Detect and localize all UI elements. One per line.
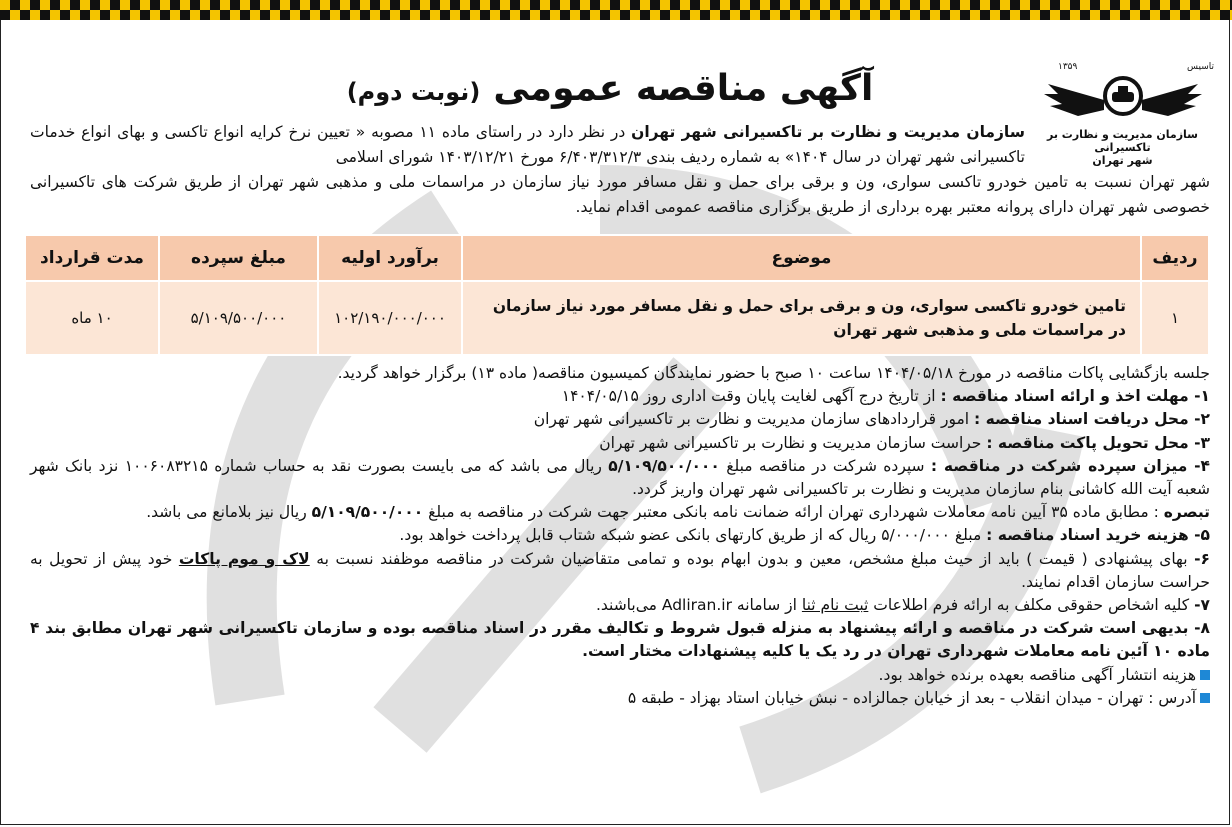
logo-brand-text: تاسیس: [1187, 62, 1214, 72]
logo-organization-name: سازمان مدیریت و نظارت بر تاکسیرانی شهر تهران: [1046, 128, 1198, 167]
header-estimate: برآورد اولیه: [318, 235, 462, 281]
header-duration: مدت قرارداد: [25, 235, 159, 281]
taxi-wings-icon: [1038, 70, 1208, 130]
sana-registration-link[interactable]: ثبت نام ثنا: [801, 596, 869, 615]
taxi-organization-logo: [1028, 62, 1218, 167]
cell-subject: تامین خودرو تاکسی سواری، ون و برقی برای حمل و نقل مسافر مورد نیاز سازمان در مراسمات ملی و مذهبی شهر تهران: [462, 281, 1141, 355]
bullet-square-icon: [1200, 693, 1210, 703]
table-row: [25, 281, 1209, 355]
cell-estimate: ۱۰۲/۱۹۰/۰۰۰/۰۰۰: [318, 281, 462, 355]
publication-fee: هزینه انتشار آگهی مناقصه بعهده برنده خواهد بود.: [30, 664, 1210, 687]
logo-year: ۱۳۵۹: [1058, 62, 1078, 72]
condition-4: ۴- میزان سپرده شرکت در مناقصه : سپرده شرکت در مناقصه مبلغ ۵/۱۰۹/۵۰۰/۰۰۰ ریال می باشد که می بایست بصورت نقد به حساب شماره ۱۰۰۶۰۸۳۲۱۵ نزد بانک شهر شعبه آیت الله کاشانی بنام سازمان مدیریت و نظارت بر تاکسیرانی شهر تهران واریز گردد.: [30, 456, 1211, 499]
header-deposit: مبلغ سپرده: [159, 235, 318, 281]
tender-conditions: [30, 362, 1210, 710]
bullet-square-icon: [1200, 670, 1210, 680]
intro-text-1: در نظر دارد در راستای ماده ۱۱ مصوبه « تعیین نرخ کرایه انواع تاکسی و بهای انواع خدمات تاکسیرانی شهر تهران در سال ۱۴۰۴» به شماره ردیف بندی ۶/۴۰۳/۳۱۲/۳ مورخ ۱۴۰۳/۱۲/۲۱ شورای اسلامی: [30, 123, 1025, 166]
checkered-border-row2: [0, 10, 1232, 20]
address: آدرس : تهران - میدان انقلاب - بعد از خیابان جمالزاده - نبش خیابان استاد بهزاد - طبقه ۵: [30, 687, 1210, 710]
intro-text-2: شهر تهران نسبت به تامین خودرو تاکسی سواری، ون و برقی برای حمل و نقل مسافر مورد نیاز سازمان در مراسمات ملی و مذهبی شهر تهران از طریق شرکت های تاکسیرانی خصوصی شهر تهران دارای پروانه معتبر بهره برداری از طریق برگزاری مناقصه عمومی اقدام نماید.: [30, 173, 1210, 216]
condition-7: ۷- کلیه اشخاص حقوقی مکلف به ارائه فرم اطلاعات ثبت نام ثنا از سامانه Adliran.ir می‌باشند.: [595, 596, 1210, 615]
condition-3: ۳- محل تحویل پاکت مناقصه : حراست سازمان مدیریت و نظارت بر تاکسیرانی شهر تهران: [599, 433, 1210, 452]
opening-meeting: جلسه بازگشایی پاکات مناقصه در مورخ ۱۴۰۴/۰۵/۱۸ ساعت ۱۰ صبح با حضور نمایندگان کمیسیون مناقصه( ماده ۱۳) برگزار خواهد گردید.: [337, 364, 1210, 382]
condition-1: ۱- مهلت اخذ و ارائه اسناد مناقصه : از تاریخ درج آگهی لغایت پایان وقت اداری روز ۱۴۰۴/۰۵/۱۵: [561, 387, 1210, 406]
intro-paragraph: [30, 120, 1025, 170]
condition-6: ۶- بهای پیشنهادی ( قیمت ) باید از حیث مبلغ مشخص، معین و بدون ابهام بوده و تمامی متقاضیان شرکت در مناقصه موظفند نسبت به لاک و موم پاکات خود پیش از تحویل به حراست سازمان اقدام نمایند.: [30, 549, 1210, 591]
table-header-row: [25, 235, 1209, 281]
cell-duration: ۱۰ ماه: [25, 281, 159, 355]
condition-2: ۲- محل دریافت اسناد مناقصه : امور قراردادهای سازمان مدیریت و نظارت بر تاکسیرانی شهر تهران: [533, 410, 1210, 429]
header-row-number: ردیف: [1141, 235, 1209, 281]
title-main: آگهی مناقصه عمومی: [493, 68, 874, 109]
intro-organization: سازمان مدیریت و نظارت بر تاکسیرانی شهر تهران: [631, 123, 1025, 141]
intro-paragraph-continued: [30, 170, 1210, 220]
cell-deposit: ۵/۱۰۹/۵۰۰/۰۰۰: [159, 281, 318, 355]
title-round: (نوبت دوم): [346, 78, 481, 106]
header-subject: موضوع: [462, 235, 1141, 281]
condition-8: ۸- بدیهی است شرکت در مناقصه و ارائه پیشنهاد به منزله قبول شروط و تکالیف مقرر در اسناد مناقصه بوده و سازمان تاکسیرانی شهر تهران مطابق بند ۴ ماده ۱۰ آئین نامه معاملات شهرداری تهران در رد یک یا کلیه پیشنهادات مختار است.: [30, 619, 1210, 661]
cell-row-number: ۱: [1141, 281, 1209, 355]
note: تبصره : مطابق ماده ۳۵ آیین نامه معاملات شهرداری تهران ارائه ضمانت نامه بانکی معتبر جهت شرکت در مناقصه به مبلغ ۵/۱۰۹/۵۰۰/۰۰۰ ریال نیز بلامانع می باشد.: [146, 503, 1210, 522]
tender-table: [24, 234, 1210, 356]
condition-5: ۵- هزینه خرید اسناد مناقصه : مبلغ ۵/۰۰۰/۰۰۰ ریال که از طریق کارتهای بانکی عضو شبکه شتاب قابل پرداخت خواهد بود.: [399, 526, 1210, 545]
page-title: [300, 68, 920, 109]
